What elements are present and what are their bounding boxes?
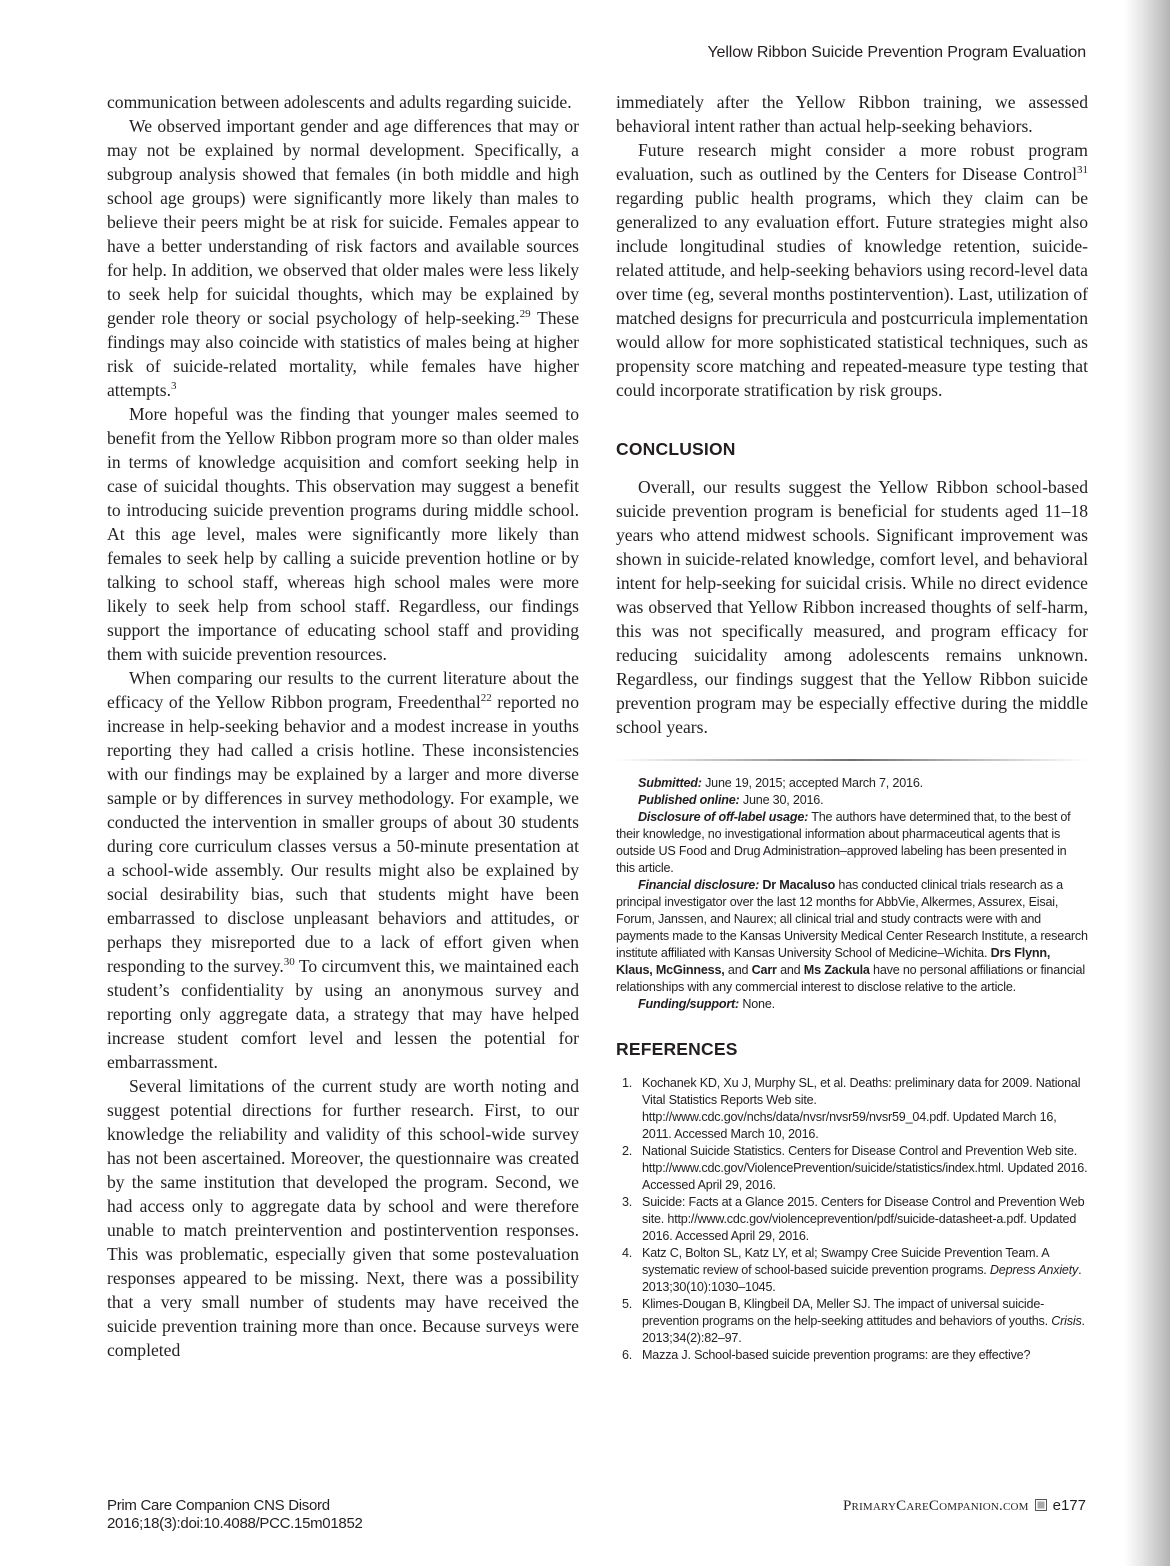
conclusion-paragraph: Overall, our results suggest the Yellow Ribbon school-based suicide prevention program is beneficial for students aged 11–18 years who attend midwest schools. Significant improvement was shown in suicide-related knowledge, comfort level, and behavioral intent for help-seeking for suicidal crisis. While no direct evidence was observed that Yellow Ribbon increased thoughts of self-harm, this was not specifically measured, and program efficacy for reducing suicidality among adolescents remains unknown. Regardless, our findings suggest that the Yellow Ribbon suicide prevention program may be especially effective during the middle school years. <box>616 477 1088 737</box>
citation-superscript: 30 <box>283 956 295 968</box>
section-divider <box>616 759 1088 761</box>
website-link[interactable]: PrimaryCareCompanion.com <box>842 1498 1029 1514</box>
page-footer-right <box>700 1497 1086 1515</box>
running-head: Yellow Ribbon Suicide Prevention Program Evaluation <box>707 44 1086 61</box>
reference-item: 3. Suicide: Facts at a Glance 2015. Centers for Disease Control and Prevention Web site. http://www.cdc.gov/violenceprevention/pdf/suicide-datasheet-a.pdf. Updated 2016. Accessed April 29, 2016. <box>622 1195 1085 1243</box>
body-paragraph: Future research might consider a more robust program evaluation, such as outlined by the Centers for Disease Control$^{31}$ regarding public health programs, which they claim can be generalized to any evaluation effort. Future strategies might also include longitudinal studies of knowledge retention, suicide-related attitude, and help-seeking behaviors using record-level data over time (eg, several months postintervention). Last, utilization of matched designs for precurricula and postcurricula implementation would allow for more sophisticated statistical techniques, such as propensity score matching and repeated-measure type testing that could incorporate stratification by risk groups. <box>616 140 1088 400</box>
citation-superscript: 22 <box>480 692 492 704</box>
funding-support: Funding/support: None. <box>638 997 775 1011</box>
references-heading: REFERENCES <box>616 1039 738 1059</box>
article-info <box>616 775 1088 1013</box>
page-edge-shadow <box>1124 0 1170 1566</box>
reference-item: 1. Kochanek KD, Xu J, Murphy SL, et al. Deaths: preliminary data for 2009. National Vital Statistics Reports Web site. http://www.cdc.gov/nchs/data/nvsr/nvsr59/nvsr59_04.pdf. Updated March 16, 2011. Accessed March 10, 2016. <box>622 1076 1081 1141</box>
submitted-info: Submitted: June 19, 2015; accepted March 7, 2016. <box>638 776 923 790</box>
reference-item: 5. Klimes-Dougan B, Klingbeil DA, Meller SJ. The impact of universal suicide-prevention programs on the help-seeking attitudes and behaviors of youths. Crisis. 2013;34(2):82–97. <box>622 1297 1085 1345</box>
body-paragraph: communication between adolescents and adults regarding suicide. <box>107 92 572 112</box>
body-paragraph: immediately after the Yellow Ribbon training, we assessed behavioral intent rather than actual help-seeking behaviors. <box>616 92 1088 136</box>
reference-item: 4. Katz C, Bolton SL, Katz LY, et al; Swampy Cree Suicide Prevention Team. A systematic review of school-based suicide prevention programs. Depress Anxiety. 2013;30(10):1030–1045. <box>622 1246 1082 1294</box>
journal-name: Prim Care Companion CNS Disord <box>107 1497 330 1514</box>
financial-disclosure: Financial disclosure: Dr Macaluso has conducted clinical trials research as a principal investigator over the last 12 months for AbbVie, Alkermes, Assurex, Eisai, Forum, Janssen, and Naurex; all clinical trial and study contracts were with and payments made to the Kansas University Medical Center Research Institute, a research institute affiliated with Kansas University School of Medicine–Wichita. Drs Flynn, Klaus, McGinness, and Carr and Ms Zackula have no personal affiliations or financial relationships with any commercial interest to disclose relative to the article. <box>616 878 1088 994</box>
references-list <box>616 1075 1088 1364</box>
body-paragraph: More hopeful was the finding that younger males seemed to benefit from the Yellow Ribbon program more so than older males in terms of knowledge acquisition and comfort seeking help in case of suicidal thoughts. This observation may suggest a benefit to introducing suicide prevention programs during middle school. At this age level, males were significantly more likely than females to seek help by calling a suicide prevention hotline or by talking to school staff, whereas high school males were more likely to seek help from school staff. Regardless, our findings support the importance of educating school staff and providing them with suicide prevention resources. <box>107 404 579 664</box>
page-number: e177 <box>1052 1497 1086 1514</box>
body-paragraph: When comparing our results to the current literature about the efficacy of the Yellow Ribbon program, Freedenthal$^{22}$ reported no increase in help-seeking behavior and a modest increase in youths reporting they had called a crisis hotline. These inconsistencies with our findings may be explained by a larger and more diverse sample or by differences in survey methodology. For example, we conducted the intervention in smaller groups of about 30 students during core curriculum classes versus a 50-minute presentation at a school-wide assembly. Our results might also be explained by social desirability bias, such that students might have been embarrassed to disclose unpleasant behaviors and attitudes, or perhaps they misreported due to a lack of effort given when responding to the survey.$^{30}$ To circumvent this, we maintained each student’s confidentiality by using an anonymous survey and reporting only aggregate data, a strategy that may have helped increase student comfort level and lessen the potential for embarrassment. <box>107 668 579 1072</box>
reference-item: 6. Mazza J. School-based suicide prevention programs: are they effective? <box>622 1348 1031 1362</box>
citation-superscript: 3 <box>171 380 177 392</box>
conclusion-heading: CONCLUSION <box>616 439 736 459</box>
offlabel-disclosure: Disclosure of off-label usage: The authors have determined that, to the best of their knowledge, no investigational information about pharmaceutical agents that is outside US Food and Drug Administration–approved labeling has been presented in this article. <box>616 810 1071 875</box>
published-info: Published online: June 30, 2016. <box>638 793 824 807</box>
reference-item: 2. National Suicide Statistics. Centers for Disease Control and Prevention Web site. http://www.cdc.gov/ViolencePrevention/suicide/statistics/index.html. Updated 2016. Accessed April 29, 2016. <box>622 1144 1088 1192</box>
journal-doi: 2016;18(3):doi:10.4088/PCC.15m01852 <box>107 1515 363 1532</box>
journal-citation <box>107 1497 363 1533</box>
citation-superscript: 29 <box>519 308 531 320</box>
square-bullet-icon <box>1035 1499 1047 1511</box>
citation-superscript: 31 <box>1077 164 1088 176</box>
left-column <box>107 90 579 1362</box>
body-paragraph: We observed important gender and age differences that may or may not be explained by normal development. Specifically, a subgroup analysis showed that females (in both middle and high school age groups) were significantly more likely than males to believe their peers might be at risk for suicide. Females appear to have a better understanding of risk factors and available sources for help. In addition, we observed that older males were less likely to seek help for suicidal thoughts, which may be explained by gender role theory or social psychology of help-seeking.$^{29}$ These findings may also coincide with statistics of males being at higher risk of suicide-related mortality, while females have higher attempts.$^3$ <box>107 116 580 400</box>
right-column <box>616 90 1088 1364</box>
body-paragraph: Several limitations of the current study are worth noting and suggest potential directions for further research. First, to our knowledge the reliability and validity of this school-wide survey has not been ascertained. Moreover, the questionnaire was created by the same institution that developed the program. Second, we had access only to aggregate data by school and were therefore unable to match preintervention and postintervention responses. This was problematic, especially given that some postevaluation responses appeared to be missing. Next, there was a possibility that a very small number of students may have received the suicide prevention training more than once. Because surveys were completed <box>107 1076 579 1360</box>
